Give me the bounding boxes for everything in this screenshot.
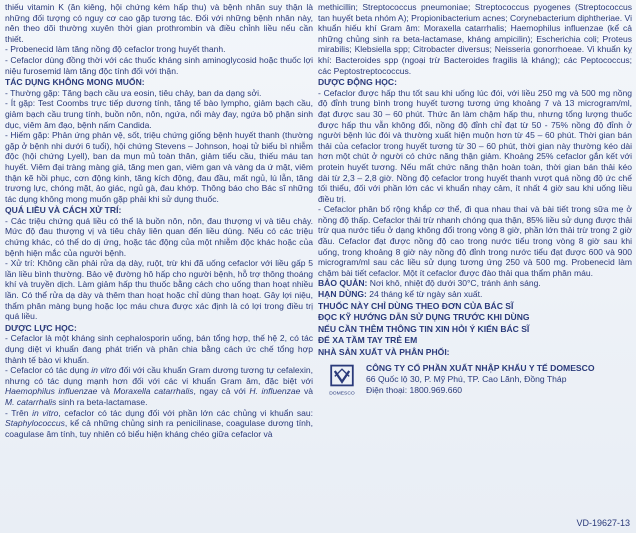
overdose-symptoms: - Các triệu chứng quá liều có thể là buồn nôn, nôn, đau thượng vị và tiêu chảy. Mức độ đau thượng vị và tiêu chảy liên quan đến liều dùng. Nếu có các triệu chứng khác, có thể do dị ứng, hoặc tác động của một nhiễm độc khác hoặc của bệnh hiện mắc của người bệnh. <box>5 215 313 258</box>
company-details <box>366 363 595 396</box>
pharmacodynamics-in-vitro: - Cefaclor có tác dụng in vitro đối với cầu khuẩn Gram dương tương tự cefalexin, nhưng có tác dụng mạnh hơn đối với các vi khuẩn Gram âm, đặc biệt với Haemophilus influenzae và Moraxella catarrhalis, ngay cả với H. influenzae và M. catarrhalis sinh ra beta-lactamase. <box>5 365 313 407</box>
pharmacodynamics-spectrum: - Trên in vitro, cefaclor có tác dụng đối với phần lớn các chủng vi khuẩn sau: Staphylococcus, kể cả những chủng sinh ra penicilinase, coagulase dương tính, coagulase âm tính, tuy nhiên có biểu hiện kháng chéo giữa cefaclor và <box>5 407 313 439</box>
company-name: CÔNG TY CỔ PHẦN XUẤT NHẬP KHẨU Y TẾ DOMESCO <box>366 363 595 374</box>
pharmacokinetics-absorption: - Cefaclor được hấp thu tốt sau khi uống lúc đói, với liều 250 mg và 500 mg nồng độ đỉnh trung bình trong huyết tương tương ứng khoảng 7 và 13 microgram/ml, đạt được sau 30 – 60 phút. Thức ăn làm chậm hấp thu, nhưng tổng lượng thuốc được hấp thu vẫn không đổi, nồng độ đỉnh chỉ đạt từ 50 - 75% nồng độ đỉnh ở người bệnh lúc đói và thường xuất hiện muộn hơn từ 45 – 60 phút. Thời gian bán thải của cefaclor trong huyết tương từ 30 – 60 phút, thời gian này thường kéo dài hơn một chút ở người có chức năng thận giảm. Khoảng 25% cefaclor gắn kết với protein huyết tương. Nếu mất chức năng thận hoàn toàn, thời gian bán thải kéo dài từ 2,3 – 2,8 giờ. Nồng độ cefaclor trong huyết thanh vượt quá nồng độ ức chế tối thiểu, đối với phần lớn các vi khuẩn nhạy cảm, ít nhất 4 giờ sau khi uống liều điều trị. <box>318 87 632 204</box>
domesco-logo-icon <box>324 362 360 398</box>
left-column <box>5 2 313 439</box>
side-effects-rare: - Hiếm gặp: Phản ứng phản vệ, sốt, triệu chứng giống bệnh huyết thanh (thường gặp ở bệnh nhi dưới 6 tuổi), hội chứng Stevens – Johnson, hoại tử biểu bì nhiễm độc (hội chứng Lyell), ban da mụn mủ toàn thân, giảm tiểu cầu, thiếu máu tan huyết. Viêm đại tràng màng giả, tăng men gan, viêm gan và vàng da ứ mật, viêm thận kẽ hồi phục, cơn động kinh, tăng kích động, đau đầu, mất ngủ, lú lẫn, tăng trương lực, chóng mặt, ảo giác, ngủ gà, đau khớp. Thông báo cho Bác sĩ những tác dụng không mong muốn gặp phải khi sử dụng thuốc. <box>5 130 313 204</box>
logo-caption: DOMESCO <box>329 390 355 396</box>
interaction-aminoglycosid-text: - Cefaclor dùng đồng thời với các thuốc kháng sinh aminoglycosid hoặc thuốc lợi niệu furosemid làm tăng độc tính đối với thận. <box>5 54 313 76</box>
spectrum-continued-text: methicillin; Streptococcus pneumoniae; Streptococcus pyogenes (Streptococcus tan huyết beta nhóm A); Propionibacterium acnes; Corynebacterium diphtheriae. Vi khuẩn hiếu khí Gram âm: Moraxella catarrhalis; Haemophilus influenzae (kể cả những chủng sinh ra beta-lactamase, kháng ampicilin); Escherichia coli; Proteus mirabilis; Klebsiella spp; Citrobacter diversus; Neisseria gonorrhoeae. Vi khuẩn kỵ khí: Bacteroides spp (ngoại trừ Bacteroides fragilis là kháng); các Peptococcus; các Peptostreptococcus. <box>318 2 632 76</box>
company-address: 66 Quốc lộ 30, P. Mỹ Phú, TP. Cao Lãnh, Đồng Tháp <box>366 374 567 385</box>
side-effects-common: - Thường gặp: Tăng bạch cầu ưa eosin, tiêu chảy, ban da dạng sởi. <box>5 87 262 98</box>
company-phone: Điện thoại: 1800.969.660 <box>366 385 463 396</box>
overdose-treatment: - Xử trí: Không cần phải rửa dạ dày, ruột, trừ khi đã uống cefaclor với liều gấp 5 lần liều bình thường. Bảo vệ đường hô hấp cho người bệnh, hỗ trợ thông thoáng khí và truyền dịch. Làm giảm hấp thu thuốc bằng cách cho uống than hoạt nhiều lần. Có thể rửa dạ dày và thêm than hoạt hoặc chỉ dùng than hoạt. Gây lợi niệu, thẩm phân màng bụng hoặc lọc máu chưa được xác định là có lợi trong điều trị quá liều. <box>5 258 313 322</box>
side-effects-heading: TÁC DỤNG KHÔNG MONG MUỐN: <box>5 77 145 88</box>
manufacturer-heading: NHÀ SẢN XUẤT VÀ PHÂN PHỐI: <box>318 347 450 357</box>
interaction-probenecid-text: - Probenecid làm tăng nồng độ cefaclor trong huyết thanh. <box>5 44 226 55</box>
company-block <box>318 362 632 398</box>
warning-prescription: THUỐC NÀY CHỈ DÙNG THEO ĐƠN CỦA BÁC SĨ <box>318 300 514 311</box>
interaction-vitamin-k-text: thiếu vitamin K (ăn kiêng, hội chứng kém hấp thu) và bệnh nhân suy thận là những đối tượng có nguy cơ cao gặp tương tác. Đối với những bệnh nhân này, nên theo dõi thường xuyên thời gian prothrombin và điều chỉnh liều nếu cần thiết. <box>5 2 313 44</box>
registration-code: VD-19627-13 <box>576 518 630 529</box>
expiry-line: HẠN DÙNG: 24 tháng kể từ ngày sản xuất. <box>318 289 483 300</box>
storage-line: BẢO QUẢN: Nơi khô, nhiệt độ dưới 30°C, tránh ánh sáng. <box>318 278 541 289</box>
right-column <box>318 2 632 398</box>
overdose-heading: QUÁ LIỀU VÀ CÁCH XỬ TRÍ: <box>5 205 122 216</box>
warning-children: ĐỂ XA TẦM TAY TRẺ EM <box>318 335 418 346</box>
pharmacodynamics-intro: - Cefaclor là một kháng sinh cephalosporin uống, bán tổng hợp, thế hệ 2, có tác dụng diệt vi khuẩn đang phát triển và phân chia bằng cách ức chế tổng hợp thành tế bào vi khuẩn. <box>5 333 313 365</box>
pharmacodynamics-heading: DƯỢC LỰC HỌC: <box>5 322 77 333</box>
pharmacokinetics-distribution: - Cefaclor phân bố rộng khắp cơ thể, đi qua nhau thai và bài tiết trong sữa mẹ ở nồng độ thấp. Cefaclor thải trừ nhanh chóng qua thận, 85% liều sử dụng được thải trừ qua nước tiểu ở dạng không đổi trong vòng 8 giờ, phần lớn thải trừ trong 2 giờ đầu. Cefaclor đạt được nồng độ cao trong nước tiểu trong vòng 8 giờ sau khi uống, trong khoảng 8 giờ này nồng độ đỉnh trong nước tiểu đạt được 600 và 900 microgram/ml sau các liều sử dụng tương ứng 250 và 500 mg. Probenecid làm chậm bài tiết cefaclor. Một ít cefaclor được đào thải qua thẩm phân máu. <box>318 204 632 278</box>
warning-read-instructions: ĐỌC KỸ HƯỚNG DẪN SỬ DỤNG TRƯỚC KHI DÙNG <box>318 312 530 323</box>
pharmacokinetics-heading: DƯỢC ĐỘNG HỌC: <box>318 77 397 88</box>
side-effects-uncommon: - Ít gặp: Test Coombs trực tiếp dương tính, tăng tế bào lympho, giảm bạch cầu, giảm bạch cầu trung tính, buồn nôn, nôn, ngứa, nổi mày đay, ngứa bộ phận sinh dục, viêm âm đạo, bệnh nấm Candida. <box>5 98 313 130</box>
warning-ask-doctor: NẾU CẦN THÊM THÔNG TIN XIN HỎI Ý KIẾN BÁC SĨ <box>318 323 530 334</box>
